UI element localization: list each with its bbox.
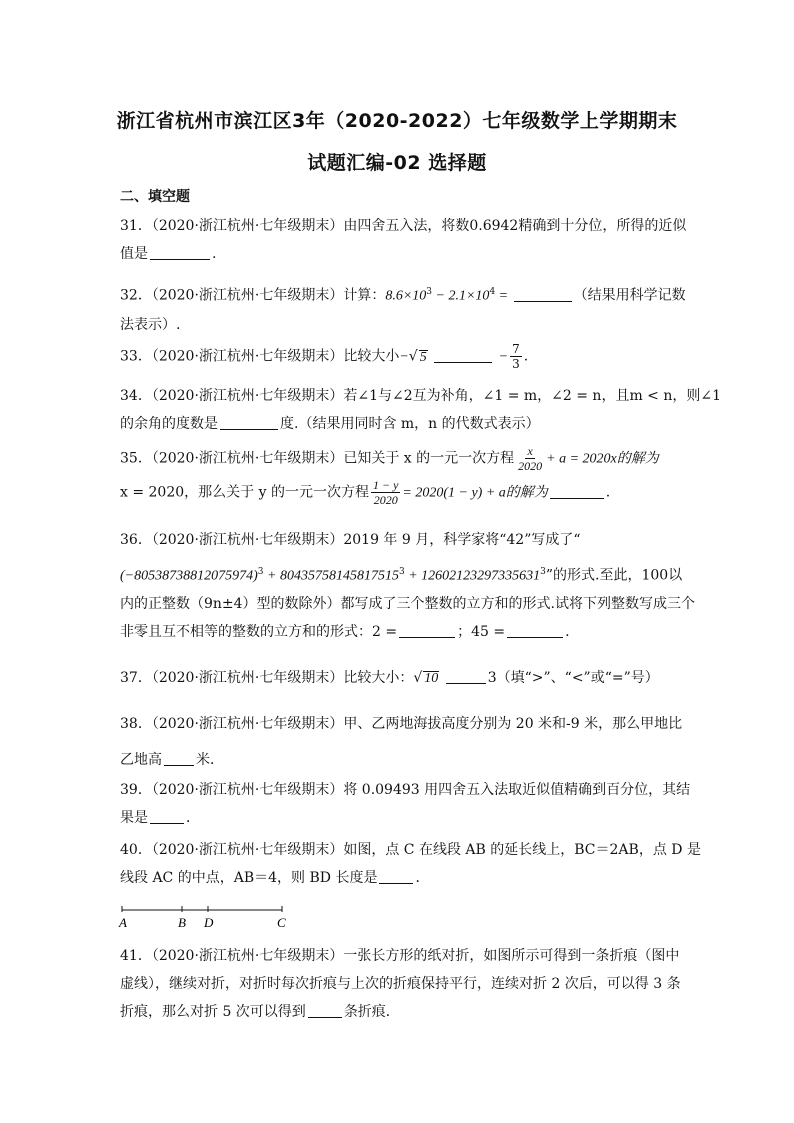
q35-line-2: x = 2020，那么关于 y 的一元一次方程 [120, 484, 369, 501]
q37-radicand: 10 [424, 671, 439, 686]
q36-term-2: + 80435758145817515 [263, 568, 399, 584]
q32-line-2: 法表示）. [120, 316, 181, 333]
answer-blank[interactable] [379, 867, 413, 884]
section-label: 二、填空题 [120, 189, 190, 205]
q31-end: . [212, 246, 217, 262]
answer-blank-2[interactable] [507, 621, 563, 638]
q35-denominator-2: 2020 [373, 493, 398, 507]
q35-fraction-2 [371, 478, 400, 507]
q33-numerator: 7 [512, 342, 520, 356]
q36-term-1: (−80538738812075974) [120, 568, 258, 584]
q33-radicand: 5 [419, 349, 427, 365]
q35-prefix: 35．（2020·浙江杭州·七年级期末）已知关于 x 的一元一次方程 [120, 450, 515, 467]
q31-line-1: 31．（2020·浙江杭州·七年级期末）由四舍五入法，将数0.6942精确到十分位，所得的近似 [120, 218, 687, 234]
q33-minus-2: − [498, 349, 509, 365]
q35-mid-1: + a = 2020x的解为 [546, 451, 659, 467]
q41-text: 折痕，那么对折 5 次可以得到 [120, 1004, 306, 1020]
question-35 [120, 444, 680, 512]
q32-exp-b: 4 [489, 287, 496, 297]
q41-line-1: 41．（2020·浙江杭州·七年级期末）一张长方形的纸对折，如图所示可得到一条折痕（图中 [120, 948, 680, 964]
q39-text: 果是 [120, 810, 148, 826]
q36-exp-1: 3 [257, 567, 264, 577]
q41-line-2: 虚线），继续对折，对折时每次折痕与上次的折痕保持平行，连续对折 2 次后，可以得 3 条 [120, 976, 681, 992]
document-title-line-1: 浙江省杭州市滨江区3年（2020-2022）七年级数学上学期期末 [116, 110, 678, 132]
question-38 [120, 710, 683, 774]
question-31 [120, 212, 687, 268]
answer-blank[interactable] [220, 413, 278, 430]
q39-end: ． [186, 810, 200, 826]
answer-blank[interactable] [164, 749, 194, 766]
answer-blank-1[interactable] [399, 621, 455, 638]
answer-blank[interactable] [150, 807, 184, 824]
answer-blank[interactable] [446, 667, 486, 684]
q37-suffix: 3（填“>”、“<”或“=”号） [487, 670, 659, 686]
point-label-b: B [178, 915, 186, 930]
point-label-a: A [119, 915, 127, 930]
q34-text: 的余角的度数是 [120, 416, 218, 432]
q33-minus: − [399, 349, 409, 365]
question-40 [120, 836, 701, 892]
question-41 [120, 942, 680, 1026]
line-segment-figure [118, 900, 298, 934]
question-37: 37．（2020·浙江杭州·七年级期末）比较大小：√ 10 3（填“>”、“<”或“=”号） [120, 664, 680, 692]
q36-exp-2: 3 [398, 567, 405, 577]
q35-numerator-1: x [527, 444, 533, 458]
q36-line-1: 36．（2020·浙江杭州·七年级期末）2019 年 9 月，科学家将“42”写成了“ [120, 532, 581, 548]
q31-text: 值是 [120, 246, 148, 262]
q40-text: 线段 AC 的中点，AB＝4，则 BD 长度是 [120, 870, 378, 886]
answer-blank[interactable] [308, 1001, 342, 1018]
q36-line-3: 内的正整数（9n±4）型的数除外）都写成了三个整数的立方和的形式.试将下列整数写成三个 [120, 596, 696, 612]
q36-exp-3: 3 [540, 567, 546, 577]
q36-term-4: ”的形式.至此，100以 [545, 567, 683, 584]
q33-fraction [510, 342, 522, 371]
answer-blank[interactable] [550, 482, 604, 499]
document-title-line-2: 试题汇编-02 选择题 [307, 152, 487, 174]
q32-expr-b: − 2.1×10 [432, 288, 490, 304]
q32-prefix: 32．（2020·浙江杭州·七年级期末）计算： [120, 287, 386, 304]
q36-line-4b: ；45 = [457, 624, 506, 640]
question-36 [120, 526, 696, 646]
q32-expr-eq: = [495, 288, 512, 304]
answer-blank[interactable] [150, 243, 210, 260]
q41-end: 条折痕． [343, 1004, 400, 1020]
q33-prefix: 33．（2020·浙江杭州·七年级期末）比较大小 [120, 348, 400, 365]
q35-fraction-1 [516, 444, 544, 473]
q37-prefix: 37．（2020·浙江杭州·七年级期末）比较大小： [120, 670, 414, 686]
q34-text-2: 度.（结果用同时含 m，n 的代数式表示） [280, 416, 540, 432]
question-39 [120, 776, 691, 832]
q36-line-4: 非零且互不相等的整数的立方和的形式：2 = [120, 624, 398, 640]
q32-expr-a: 8.6×10 [385, 288, 427, 304]
answer-blank[interactable] [514, 285, 572, 302]
q36-term-3: + 12602123297335631 [404, 568, 541, 584]
q36-end: . [565, 624, 570, 640]
q35-end: . [605, 484, 611, 501]
q39-line-1: 39．（2020·浙江杭州·七年级期末）将 0.09493 用四舍五入法取近似值精确到百分位，其结 [120, 782, 691, 798]
q33-denominator: 3 [512, 357, 520, 371]
q33-end: . [523, 348, 529, 365]
q38-end: 米． [196, 752, 224, 768]
question-33: 33．（2020·浙江杭州·七年级期末）比较大小−√ 5 − $\frac{7}{3}$ . [120, 342, 529, 371]
q35-mid-2: = 2020(1 − y) + a的解为 [402, 485, 548, 501]
question-34 [120, 382, 722, 438]
q38-text: 乙地高 [120, 752, 162, 768]
point-label-d: D [204, 915, 214, 930]
q34-line-1: 34．（2020·浙江杭州·七年级期末）若∠1与∠2互为补角，∠1 = m，∠2 = n，且m < n，则∠1 [120, 388, 722, 404]
q35-numerator-2: 1 − y [372, 478, 399, 492]
q40-line-1: 40．（2020·浙江杭州·七年级期末）如图，点 C 在线段 AB 的延长线上，BC＝2AB，点 D 是 [120, 842, 701, 858]
q38-line-1: 38．（2020·浙江杭州·七年级期末）甲、乙两地海拔高度分别为 20 米和-9 米，那么甲地比 [120, 716, 683, 732]
q35-denominator-1: 2020 [518, 459, 543, 473]
q32-suffix: （结果用科学记数 [573, 287, 686, 304]
point-label-c: C [277, 915, 286, 930]
q32-exp-a: 3 [426, 287, 433, 297]
answer-blank[interactable] [434, 346, 492, 363]
q40-end: ． [415, 870, 430, 886]
question-32 [120, 278, 686, 339]
